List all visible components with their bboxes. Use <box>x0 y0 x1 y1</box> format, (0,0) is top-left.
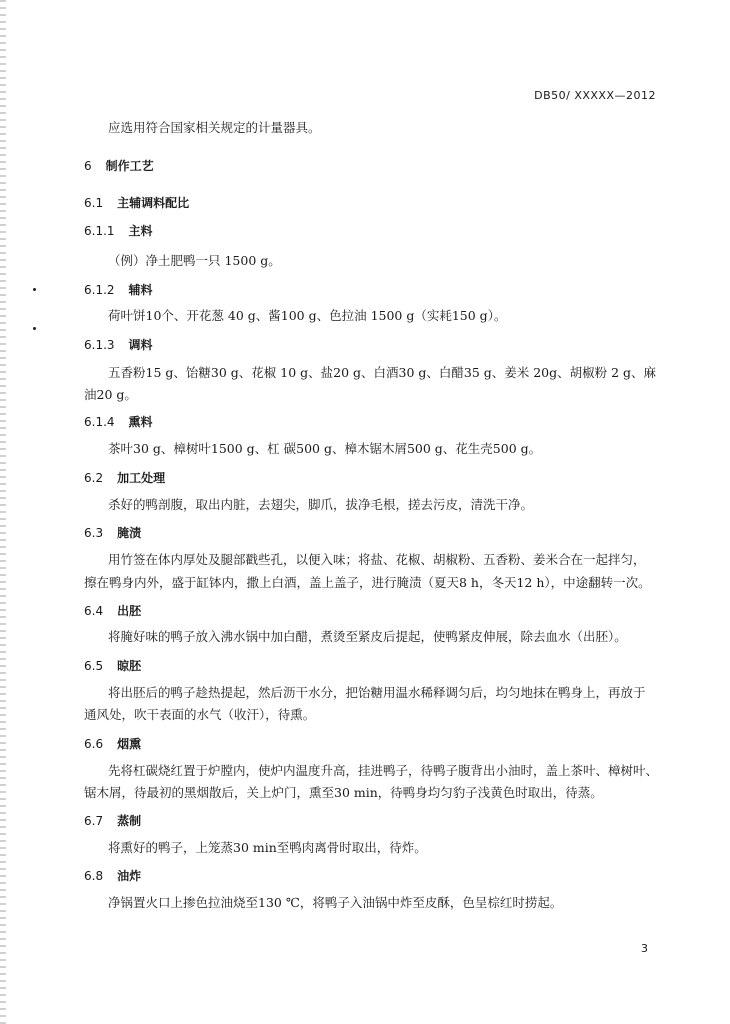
section-title: 腌渍 <box>117 526 142 540</box>
section-number: 6.6 <box>84 737 104 751</box>
section-title: 晾胚 <box>117 659 142 673</box>
section-title: 油炸 <box>117 869 142 883</box>
intro-line: 应选用符合国家相关规定的计量器具。 <box>108 120 321 135</box>
page-number: 3 <box>641 942 648 955</box>
section-title: 蒸制 <box>117 814 142 828</box>
section-number: 6.1.4 <box>84 415 115 429</box>
section-6-1-3-text-2: 油20 g。 <box>84 387 137 402</box>
section-number: 6.1.3 <box>84 338 115 352</box>
section-title: 调料 <box>128 338 153 352</box>
section-title: 烟熏 <box>117 737 142 751</box>
section-number: 6.1 <box>84 196 104 210</box>
section-6-2-text: 杀好的鸭剖腹，取出内脏，去翅尖，脚爪，拔净毛根，搓去污皮，清洗干净。 <box>108 497 534 512</box>
section-6-1-1-text: （例）净土肥鸭一只 1500 g。 <box>108 253 281 268</box>
section-6-7-text: 将熏好的鸭子，上笼蒸30 min至鸭肉离骨时取出，待炸。 <box>108 840 427 855</box>
section-6-5-heading <box>84 658 141 674</box>
section-number: 6 <box>84 159 92 173</box>
section-number: 6.4 <box>84 604 104 618</box>
section-6-2-heading <box>84 470 165 486</box>
section-number: 6.2 <box>84 471 104 485</box>
section-6-3-heading <box>84 525 141 541</box>
section-6-heading <box>84 158 154 174</box>
section-6-1-2-heading <box>84 282 153 298</box>
section-6-6-text-2: 锯木屑，待最初的黑烟散后，关上炉门，熏至30 min，待鸭身均匀豹子浅黄色时取出，待蒸。 <box>84 785 603 800</box>
section-number: 6.3 <box>84 526 104 540</box>
section-title: 制作工艺 <box>105 159 154 173</box>
section-6-1-3-text-1: 五香粉15 g、饴糖30 g、花椒 10 g、盐20 g、白酒30 g、白醋35 g、姜米 20g、胡椒粉 2 g、麻 <box>108 365 657 380</box>
section-number: 6.5 <box>84 659 104 673</box>
section-6-3-text-2: 擦在鸭身内外，盛于缸钵内，撒上白酒，盖上盖子，进行腌渍（夏天8 h，冬天12 h），中途翻转一次。 <box>84 575 651 590</box>
scan-edge-artifact <box>0 0 6 1024</box>
section-number: 6.1.2 <box>84 283 115 297</box>
section-6-1-4-text: 茶叶30 g、樟树叶1500 g、杠 碳500 g、樟木锯木屑500 g、花生壳500 g。 <box>108 441 542 456</box>
section-title: 辅料 <box>128 283 153 297</box>
section-6-7-heading <box>84 813 141 829</box>
section-title: 熏料 <box>128 415 153 429</box>
section-6-5-text-1: 将出胚后的鸭子趁热提起，然后沥干水分，把饴糖用温水稀释调匀后，均匀地抹在鸭身上，再放于 <box>108 685 646 700</box>
section-title: 加工处理 <box>117 471 166 485</box>
section-title: 主辅调料配比 <box>117 196 190 210</box>
section-6-5-text-2: 通风处，吹干表面的水气（收汗），待熏。 <box>84 707 316 722</box>
section-6-8-text: 净锅置火口上掺色拉油烧至130 ℃，将鸭子入油锅中炸至皮酥，色呈棕红时捞起。 <box>108 895 563 910</box>
section-6-1-heading <box>84 195 189 211</box>
section-6-1-2-text: 荷叶饼10个、开花葱 40 g、酱100 g、色拉油 1500 g（实耗150 g）。 <box>108 308 507 323</box>
section-6-3-text-1: 用竹签在体内厚处及腿部戳些孔，以便入味；将盐、花椒、胡椒粉、五香粉、姜米合在一起拌匀， <box>108 552 646 567</box>
section-number: 6.7 <box>84 814 104 828</box>
scan-dot <box>33 327 36 330</box>
section-6-6-text-1: 先将杠碳烧红置于炉膛内，使炉内温度升高，挂进鸭子，待鸭子腹背出小油时，盖上茶叶、樟树叶、 <box>108 763 659 778</box>
section-number: 6.1.1 <box>84 224 115 238</box>
section-6-8-heading <box>84 868 141 884</box>
standard-code: DB50/ XXXXX—2012 <box>534 89 656 102</box>
section-6-6-heading <box>84 736 141 752</box>
section-6-4-text: 将腌好味的鸭子放入沸水锅中加白醋，煮烫至紧皮后提起，使鸭紧皮伸展，除去血水（出胚）。 <box>108 629 627 644</box>
section-6-1-3-heading <box>84 337 153 353</box>
section-6-1-4-heading <box>84 414 153 430</box>
section-6-4-heading <box>84 603 141 619</box>
scan-dot <box>33 288 36 291</box>
section-number: 6.8 <box>84 869 104 883</box>
section-title: 主料 <box>128 224 153 238</box>
section-6-1-1-heading <box>84 223 153 239</box>
section-title: 出胚 <box>117 604 142 618</box>
